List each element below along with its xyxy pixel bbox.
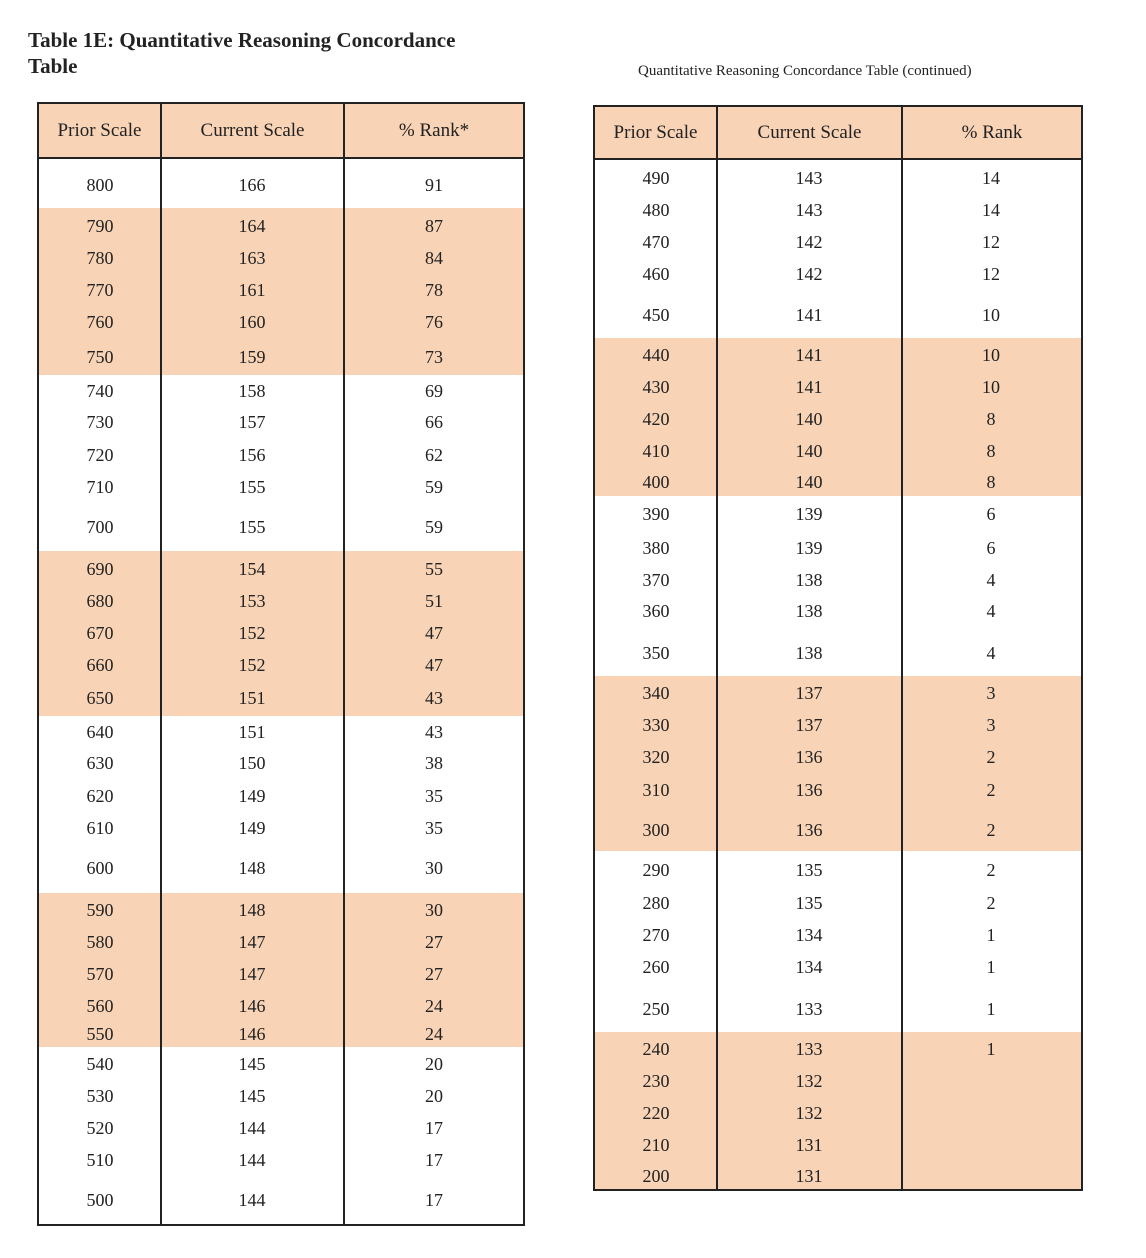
percent-rank-cell: 20 xyxy=(425,1054,443,1074)
current-scale-cell: 139 xyxy=(795,504,823,524)
current-scale-cell: 138 xyxy=(795,643,823,663)
percent-rank-cell: 14 xyxy=(982,168,1000,188)
prior-scale-cell: 330 xyxy=(642,715,670,735)
prior-scale-cell: 800 xyxy=(86,175,114,195)
current-scale-cell: 152 xyxy=(238,623,266,643)
current-scale-cell: 143 xyxy=(795,168,823,188)
header-current-scale: Current Scale xyxy=(200,119,305,141)
current-scale-cell: 135 xyxy=(795,860,823,880)
prior-scale-cell: 590 xyxy=(86,900,114,920)
prior-scale-cell: 690 xyxy=(86,559,114,579)
prior-scale-cell: 200 xyxy=(642,1166,670,1186)
current-scale-cell: 144 xyxy=(238,1190,266,1210)
current-scale-cell: 158 xyxy=(238,381,266,401)
prior-scale-cell: 290 xyxy=(642,860,670,880)
current-scale-cell: 144 xyxy=(238,1150,266,1170)
current-scale-cell: 159 xyxy=(238,347,266,367)
prior-scale-cell: 390 xyxy=(642,504,670,524)
prior-scale-cell: 480 xyxy=(642,200,670,220)
percent-rank-cell: 51 xyxy=(425,591,443,611)
percent-rank-cell: 1 xyxy=(986,925,996,945)
current-scale-cell: 146 xyxy=(238,1024,266,1044)
prior-scale-cell: 550 xyxy=(86,1024,114,1044)
current-scale-cell: 136 xyxy=(795,780,823,800)
current-scale-cell: 131 xyxy=(795,1135,823,1155)
prior-scale-cell: 660 xyxy=(86,655,114,675)
percent-rank-cell: 1 xyxy=(986,1039,996,1059)
percent-rank-cell: 62 xyxy=(425,445,443,465)
prior-scale-cell: 410 xyxy=(642,441,670,461)
percent-rank-cell: 38 xyxy=(425,753,443,773)
current-scale-cell: 140 xyxy=(795,441,823,461)
prior-scale-cell: 440 xyxy=(642,345,670,365)
current-scale-cell: 141 xyxy=(795,377,823,397)
column-divider xyxy=(901,107,903,1189)
prior-scale-cell: 400 xyxy=(642,472,670,492)
percent-rank-cell: 2 xyxy=(986,820,996,840)
percent-rank-cell: 20 xyxy=(425,1086,443,1106)
prior-scale-cell: 490 xyxy=(642,168,670,188)
percent-rank-cell: 17 xyxy=(425,1190,443,1210)
prior-scale-cell: 610 xyxy=(86,818,114,838)
concordance-table-left xyxy=(37,102,525,1226)
percent-rank-cell: 27 xyxy=(425,932,443,952)
current-scale-cell: 145 xyxy=(238,1086,266,1106)
current-scale-cell: 153 xyxy=(238,591,266,611)
prior-scale-cell: 770 xyxy=(86,280,114,300)
percent-rank-cell: 47 xyxy=(425,655,443,675)
prior-scale-cell: 270 xyxy=(642,925,670,945)
percent-rank-cell: 69 xyxy=(425,381,443,401)
percent-rank-cell: 10 xyxy=(982,345,1000,365)
column-divider xyxy=(716,107,718,1189)
percent-rank-cell: 2 xyxy=(986,780,996,800)
prior-scale-cell: 630 xyxy=(86,753,114,773)
prior-scale-cell: 760 xyxy=(86,312,114,332)
percent-rank-cell: 2 xyxy=(986,860,996,880)
current-scale-cell: 164 xyxy=(238,216,266,236)
current-scale-cell: 134 xyxy=(795,925,823,945)
current-scale-cell: 147 xyxy=(238,932,266,952)
prior-scale-cell: 600 xyxy=(86,858,114,878)
prior-scale-cell: 450 xyxy=(642,305,670,325)
prior-scale-cell: 250 xyxy=(642,999,670,1019)
current-scale-cell: 148 xyxy=(238,900,266,920)
prior-scale-cell: 780 xyxy=(86,248,114,268)
percent-rank-cell: 24 xyxy=(425,996,443,1016)
current-scale-cell: 136 xyxy=(795,820,823,840)
current-scale-cell: 141 xyxy=(795,345,823,365)
table-title: Table 1E: Quantitative Reasoning Concordance Table xyxy=(28,28,456,78)
percent-rank-cell: 35 xyxy=(425,818,443,838)
percent-rank-cell: 76 xyxy=(425,312,443,332)
current-scale-cell: 135 xyxy=(795,893,823,913)
percent-rank-cell: 12 xyxy=(982,232,1000,252)
current-scale-cell: 132 xyxy=(795,1071,823,1091)
current-scale-cell: 161 xyxy=(238,280,266,300)
percent-rank-cell: 35 xyxy=(425,786,443,806)
percent-rank-cell: 10 xyxy=(982,377,1000,397)
current-scale-cell: 138 xyxy=(795,570,823,590)
percent-rank-cell: 14 xyxy=(982,200,1000,220)
current-scale-cell: 144 xyxy=(238,1118,266,1138)
current-scale-cell: 142 xyxy=(795,264,823,284)
prior-scale-cell: 530 xyxy=(86,1086,114,1106)
prior-scale-cell: 360 xyxy=(642,601,670,621)
current-scale-cell: 163 xyxy=(238,248,266,268)
percent-rank-cell: 43 xyxy=(425,688,443,708)
current-scale-cell: 149 xyxy=(238,818,266,838)
prior-scale-cell: 560 xyxy=(86,996,114,1016)
prior-scale-cell: 510 xyxy=(86,1150,114,1170)
percent-rank-cell: 59 xyxy=(425,517,443,537)
prior-scale-cell: 710 xyxy=(86,477,114,497)
prior-scale-cell: 470 xyxy=(642,232,670,252)
percent-rank-cell: 55 xyxy=(425,559,443,579)
prior-scale-cell: 320 xyxy=(642,747,670,767)
percent-rank-cell: 17 xyxy=(425,1150,443,1170)
current-scale-cell: 134 xyxy=(795,957,823,977)
current-scale-cell: 133 xyxy=(795,999,823,1019)
current-scale-cell: 137 xyxy=(795,715,823,735)
current-scale-cell: 151 xyxy=(238,722,266,742)
percent-rank-cell: 12 xyxy=(982,264,1000,284)
prior-scale-cell: 540 xyxy=(86,1054,114,1074)
percent-rank-cell: 66 xyxy=(425,412,443,432)
header-current-scale: Current Scale xyxy=(757,121,862,143)
current-scale-cell: 157 xyxy=(238,412,266,432)
current-scale-cell: 143 xyxy=(795,200,823,220)
prior-scale-cell: 620 xyxy=(86,786,114,806)
prior-scale-cell: 310 xyxy=(642,780,670,800)
percent-rank-cell: 4 xyxy=(986,570,996,590)
table-header xyxy=(595,107,1081,160)
current-scale-cell: 147 xyxy=(238,964,266,984)
current-scale-cell: 148 xyxy=(238,858,266,878)
current-scale-cell: 136 xyxy=(795,747,823,767)
current-scale-cell: 156 xyxy=(238,445,266,465)
prior-scale-cell: 420 xyxy=(642,409,670,429)
percent-rank-cell: 27 xyxy=(425,964,443,984)
prior-scale-cell: 230 xyxy=(642,1071,670,1091)
percent-rank-cell: 6 xyxy=(986,504,996,524)
current-scale-cell: 140 xyxy=(795,409,823,429)
prior-scale-cell: 670 xyxy=(86,623,114,643)
percent-rank-cell: 1 xyxy=(986,957,996,977)
percent-rank-cell: 91 xyxy=(425,175,443,195)
header-prior-scale: Prior Scale xyxy=(57,119,142,141)
prior-scale-cell: 570 xyxy=(86,964,114,984)
header-percent-rank: % Rank* xyxy=(398,119,470,141)
current-scale-cell: 146 xyxy=(238,996,266,1016)
prior-scale-cell: 430 xyxy=(642,377,670,397)
percent-rank-cell: 47 xyxy=(425,623,443,643)
current-scale-cell: 133 xyxy=(795,1039,823,1059)
column-divider xyxy=(343,104,345,1224)
current-scale-cell: 149 xyxy=(238,786,266,806)
percent-rank-cell: 8 xyxy=(986,409,996,429)
percent-rank-cell: 78 xyxy=(425,280,443,300)
prior-scale-cell: 720 xyxy=(86,445,114,465)
percent-rank-cell: 2 xyxy=(986,747,996,767)
prior-scale-cell: 520 xyxy=(86,1118,114,1138)
prior-scale-cell: 240 xyxy=(642,1039,670,1059)
prior-scale-cell: 640 xyxy=(86,722,114,742)
percent-rank-cell: 1 xyxy=(986,999,996,1019)
current-scale-cell: 155 xyxy=(238,517,266,537)
table-subtitle: Quantitative Reasoning Concordance Table (continued) xyxy=(638,63,972,79)
header-percent-rank: % Rank xyxy=(961,121,1023,143)
prior-scale-cell: 680 xyxy=(86,591,114,611)
prior-scale-cell: 500 xyxy=(86,1190,114,1210)
prior-scale-cell: 650 xyxy=(86,688,114,708)
current-scale-cell: 132 xyxy=(795,1103,823,1123)
prior-scale-cell: 460 xyxy=(642,264,670,284)
current-scale-cell: 138 xyxy=(795,601,823,621)
current-scale-cell: 155 xyxy=(238,477,266,497)
current-scale-cell: 152 xyxy=(238,655,266,675)
percent-rank-cell: 43 xyxy=(425,722,443,742)
percent-rank-cell: 3 xyxy=(986,683,996,703)
table-header xyxy=(39,104,523,159)
percent-rank-cell: 73 xyxy=(425,347,443,367)
prior-scale-cell: 220 xyxy=(642,1103,670,1123)
prior-scale-cell: 750 xyxy=(86,347,114,367)
prior-scale-cell: 280 xyxy=(642,893,670,913)
percent-rank-cell: 87 xyxy=(425,216,443,236)
current-scale-cell: 145 xyxy=(238,1054,266,1074)
current-scale-cell: 150 xyxy=(238,753,266,773)
percent-rank-cell: 59 xyxy=(425,477,443,497)
percent-rank-cell: 24 xyxy=(425,1024,443,1044)
current-scale-cell: 140 xyxy=(795,472,823,492)
prior-scale-cell: 350 xyxy=(642,643,670,663)
percent-rank-cell: 2 xyxy=(986,893,996,913)
current-scale-cell: 166 xyxy=(238,175,266,195)
percent-rank-cell: 4 xyxy=(986,643,996,663)
percent-rank-cell: 30 xyxy=(425,900,443,920)
prior-scale-cell: 300 xyxy=(642,820,670,840)
current-scale-cell: 160 xyxy=(238,312,266,332)
current-scale-cell: 151 xyxy=(238,688,266,708)
current-scale-cell: 142 xyxy=(795,232,823,252)
percent-rank-cell: 17 xyxy=(425,1118,443,1138)
prior-scale-cell: 790 xyxy=(86,216,114,236)
percent-rank-cell: 4 xyxy=(986,601,996,621)
prior-scale-cell: 340 xyxy=(642,683,670,703)
prior-scale-cell: 380 xyxy=(642,538,670,558)
header-prior-scale: Prior Scale xyxy=(613,121,698,143)
prior-scale-cell: 730 xyxy=(86,412,114,432)
prior-scale-cell: 260 xyxy=(642,957,670,977)
prior-scale-cell: 700 xyxy=(86,517,114,537)
current-scale-cell: 131 xyxy=(795,1166,823,1186)
percent-rank-cell: 8 xyxy=(986,441,996,461)
prior-scale-cell: 580 xyxy=(86,932,114,952)
percent-rank-cell: 6 xyxy=(986,538,996,558)
column-divider xyxy=(160,104,162,1224)
prior-scale-cell: 370 xyxy=(642,570,670,590)
current-scale-cell: 139 xyxy=(795,538,823,558)
concordance-table-right xyxy=(593,105,1083,1191)
prior-scale-cell: 210 xyxy=(642,1135,670,1155)
prior-scale-cell: 740 xyxy=(86,381,114,401)
current-scale-cell: 137 xyxy=(795,683,823,703)
percent-rank-cell: 84 xyxy=(425,248,443,268)
percent-rank-cell: 3 xyxy=(986,715,996,735)
percent-rank-cell: 30 xyxy=(425,858,443,878)
percent-rank-cell: 10 xyxy=(982,305,1000,325)
current-scale-cell: 141 xyxy=(795,305,823,325)
current-scale-cell: 154 xyxy=(238,559,266,579)
percent-rank-cell: 8 xyxy=(986,472,996,492)
